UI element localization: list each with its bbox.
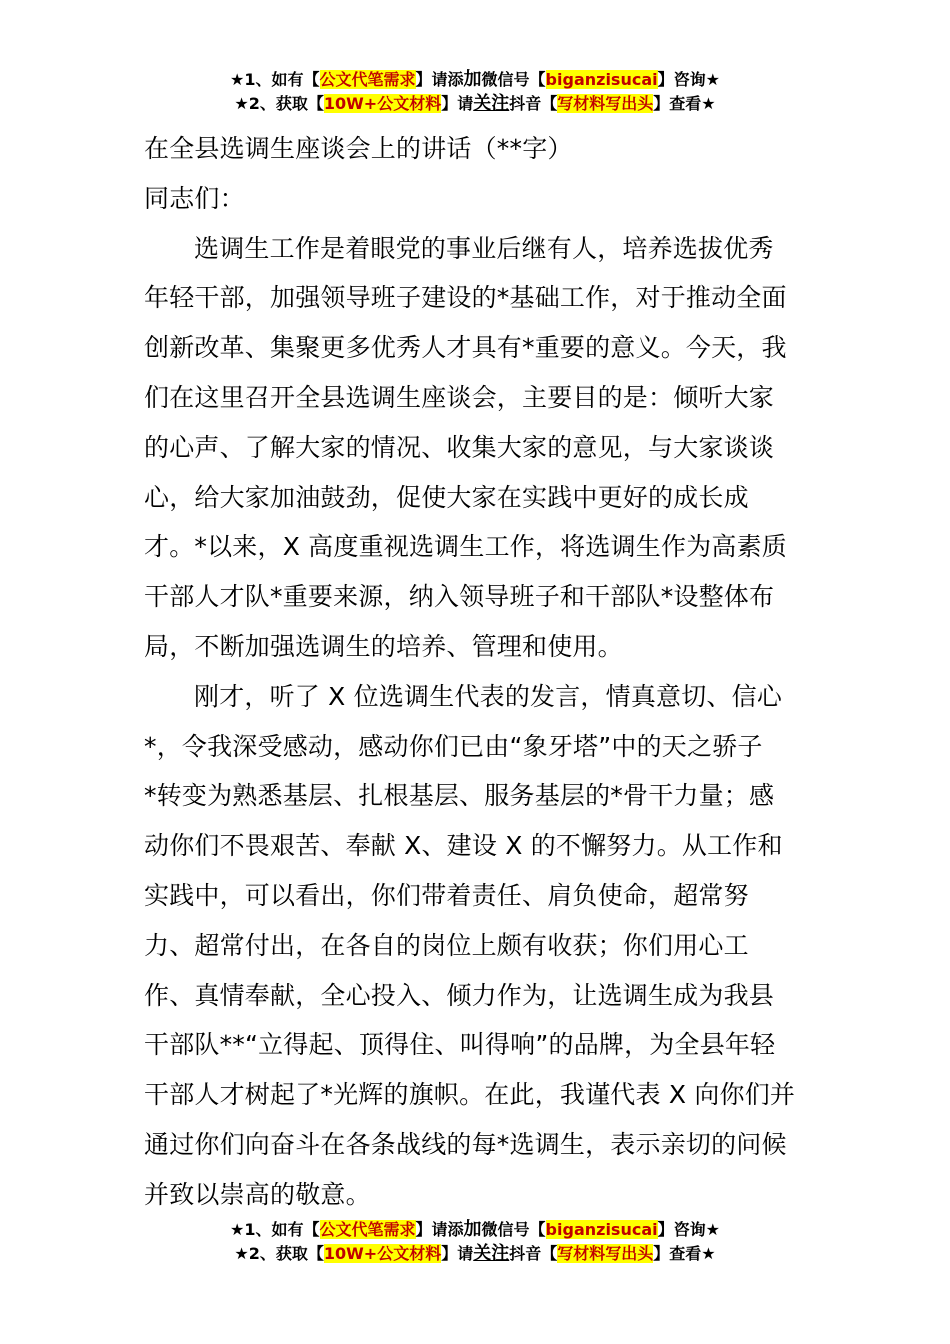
- promo-text: 】请: [441, 1244, 474, 1263]
- paragraph-line: 的心声、了解大家的情况、收集大家的意见，与大家谈谈: [144, 432, 775, 462]
- promo-text: 】请: [441, 94, 474, 113]
- paragraph-line: 心，给大家加油鼓劲，促使大家在实践中更好的成长成: [144, 482, 749, 512]
- paragraph-line: 实践中，可以看出，你们带着责任、肩负使命，超常努: [144, 880, 749, 910]
- promo-text: 抖音【: [509, 1244, 558, 1263]
- promo-text: 】查看★: [653, 1244, 716, 1263]
- promo-highlight-wechat: biganzisucai: [545, 70, 658, 89]
- paragraph-line: 干部人才队*重要来源，纳入领导班子和干部队*设整体布: [144, 582, 775, 612]
- promo-highlight-douyin: 写材料写出头: [557, 1244, 654, 1263]
- promo-emphasis: 加: [463, 69, 482, 90]
- paragraph-line: 年轻干部，加强领导班子建设的*基础工作，对于推动全面: [144, 283, 787, 313]
- promo-text: ★2、获取【: [234, 94, 324, 113]
- paragraph-line: *转变为熟悉基层、扎根基层、服务基层的*骨干力量；感: [144, 781, 775, 811]
- promo-emphasis: 关注: [473, 1243, 510, 1264]
- paragraph-1: [144, 224, 814, 672]
- paragraph-line: 干部队**“立得起、顶得住、叫得响”的品牌，为全县年轻: [144, 1030, 776, 1060]
- promo-highlight-douyin: 写材料写出头: [557, 94, 654, 113]
- promo-text: 】请添: [415, 1220, 464, 1239]
- promo-highlight: 10W+公文材料: [323, 1244, 442, 1263]
- paragraph-line: 力、超常付出，在各自的岗位上颇有收获；你们用心工: [144, 930, 749, 960]
- promo-emphasis: 关注: [473, 93, 510, 114]
- document-body: [144, 124, 814, 1220]
- paragraph-line: 干部人才树起了*光辉的旗帜。在此，我谨代表 X 向你们并: [144, 1080, 796, 1110]
- promo-text: 微信号【: [481, 70, 546, 89]
- paragraph-2: [144, 672, 814, 1220]
- promo-text: 】咨询★: [657, 70, 720, 89]
- paragraph-line: 们在这里召开全县选调生座谈会，主要目的是：倾听大家: [144, 382, 775, 412]
- promo-highlight-wechat: biganzisucai: [545, 1220, 658, 1239]
- footer-promo-banner: [0, 1218, 950, 1266]
- paragraph-line: 动你们不畏艰苦、奉献 X、建设 X 的不懈努力。从工作和: [144, 831, 783, 861]
- paragraph-line: 局，不断加强选调生的培养、管理和使用。: [144, 631, 623, 661]
- promo-highlight: 公文代笔需求: [319, 1220, 416, 1239]
- promo-line-2: [0, 92, 950, 116]
- paragraph-line: 通过你们向奋斗在各条战线的每*选调生，表示亲切的问候: [144, 1129, 787, 1159]
- promo-emphasis: 加: [463, 1219, 482, 1240]
- promo-line-1: [0, 1218, 950, 1242]
- promo-highlight: 10W+公文材料: [323, 94, 442, 113]
- promo-line-2: [0, 1242, 950, 1266]
- promo-text: ★1、如有【: [230, 1220, 320, 1239]
- paragraph-line: 创新改革、集聚更多优秀人才具有*重要的意义。今天，我: [144, 333, 787, 363]
- paragraph-line: 刚才，听了 X 位选调生代表的发言，情真意切、信心: [194, 681, 783, 711]
- paragraph-line: *，令我深受感动，感动你们已由“象牙塔”中的天之骄子: [144, 731, 763, 761]
- promo-text: ★2、获取【: [234, 1244, 324, 1263]
- document-title: 在全县选调生座谈会上的讲话（**字）: [144, 134, 573, 163]
- promo-text: 】咨询★: [657, 1220, 720, 1239]
- paragraph-line: 作、真情奉献，全心投入、倾力作为，让选调生成为我县: [144, 980, 775, 1010]
- paragraph-line: 才。*以来，X 高度重视选调生工作，将选调生作为高素质: [144, 532, 787, 562]
- promo-text: 】查看★: [653, 94, 716, 113]
- promo-line-1: [0, 68, 950, 92]
- promo-text: 】请添: [415, 70, 464, 89]
- promo-text: ★1、如有【: [230, 70, 320, 89]
- promo-highlight: 公文代笔需求: [319, 70, 416, 89]
- paragraph-line: 选调生工作是着眼党的事业后继有人，培养选拔优秀: [194, 233, 774, 263]
- paragraph-line: 并致以崇高的敬意。: [144, 1179, 371, 1209]
- promo-text: 抖音【: [509, 94, 558, 113]
- promo-text: 微信号【: [481, 1220, 546, 1239]
- salutation: 同志们：: [144, 183, 245, 213]
- header-promo-banner: [0, 68, 950, 116]
